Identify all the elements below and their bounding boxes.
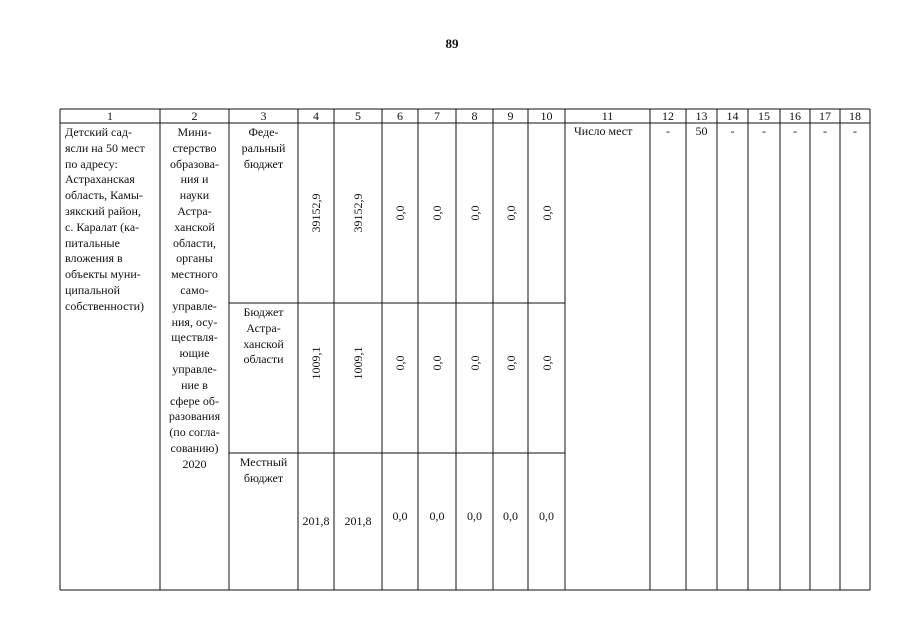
budget-value: 0,0 [503,509,518,523]
executor-line: Мини- [177,125,212,139]
executor-line: области, [172,235,217,250]
funding-source-line: Астра- [246,320,281,335]
budget-value: 0,0 [539,205,554,221]
indicator-value: 50 [695,124,708,138]
executor-line: управле- [172,362,217,376]
indicator-name: Число мест [574,124,633,138]
budget-value: 39152,9 [309,193,323,233]
executor-line: ния и [180,172,209,187]
object-description-line: по адресу: [65,156,118,171]
object-description-line: зякский район, [65,204,141,218]
budget-value: 0,0 [392,509,408,523]
executor-line: ния, осу- [171,314,218,329]
budget-value: 0,0 [503,355,518,371]
executor-line: науки [179,188,210,203]
budget-value: 39152,9 [351,193,365,233]
indicator-value: - [823,124,827,138]
executor-line: 2020 [182,456,207,471]
object-description-line: ясли на 50 мест [65,140,145,155]
indicator-value: - [793,124,797,138]
budget-value: 0,0 [503,205,518,221]
funding-source-line: бюджет [243,156,284,171]
column-header: 13 [695,109,708,123]
funding-source-line: Местный [239,455,288,469]
executor-line: органы [176,251,213,266]
executor-line: сфере об- [169,393,219,408]
funding-source-line: бюджет [243,470,284,485]
budget-value: 0,0 [467,509,482,523]
budget-value: 201,8 [302,514,330,528]
column-header: 3 [260,109,267,123]
budget-value: 0,0 [467,205,482,221]
object-description-line: Детский сад- [65,125,132,139]
executor-line: Астра- [177,204,212,218]
object-description-line: питальные [65,235,120,250]
indicator-value: - [730,124,735,138]
executor-line: само- [180,283,209,297]
budget-value: 0,0 [539,355,554,371]
object-description-line: область, Камы- [65,188,143,203]
executor-line: местного [171,267,218,282]
column-header: 16 [789,109,801,123]
budget-value: 201,8 [344,514,372,528]
column-header: 9 [507,109,514,123]
indicator-value: - [666,124,670,138]
executor-line: ществля- [171,330,218,345]
funding-source-line: Бюджет [243,305,284,319]
object-description-line: с. Каралат (ка- [65,219,140,234]
column-header: 10 [540,109,553,123]
budget-value: 0,0 [393,355,407,371]
executor-line: ние в [181,377,208,392]
column-header: 4 [313,109,319,123]
budget-value: 0,0 [430,355,444,371]
indicator-value: - [762,124,766,138]
budget-value: 0,0 [393,205,407,221]
column-header: 6 [397,109,403,123]
indicator-value: - [853,124,857,138]
executor-line: (по согла- [169,425,220,440]
executor-line: ющие [179,346,210,361]
executor-line: ханской [174,219,215,234]
budget-value: 1009,1 [351,346,365,380]
funding-source-line: области [243,352,284,367]
executor-line: сованию) [170,441,219,455]
funding-source-line: Феде- [248,125,279,139]
budget-value: 0,0 [430,205,444,221]
column-header: 11 [601,109,614,123]
executor-line: стерство [172,140,217,155]
budget-value: 1009,1 [309,346,323,380]
column-header: 8 [471,109,478,123]
column-header: 12 [662,109,674,123]
budget-value: 0,0 [429,509,445,523]
object-description-line: собственности) [65,298,145,313]
object-description-line: ципальной [65,283,121,297]
column-header: 15 [758,109,770,123]
executor-line: образова- [170,156,219,171]
column-header: 17 [819,109,831,123]
object-description-line: Астраханская [65,172,135,187]
funding-source-line: ральный [241,140,286,155]
column-header: 14 [726,109,739,123]
executor-line: разования [168,409,221,424]
column-header: 1 [107,109,113,123]
column-header: 18 [849,109,861,123]
budget-value: 0,0 [467,355,482,371]
page-number: 89 [445,36,459,51]
executor-line: управле- [172,298,217,313]
object-description-line: объекты муни- [65,267,141,282]
object-description-line: вложения в [65,251,123,266]
column-header: 5 [355,109,361,123]
column-header: 7 [434,109,440,123]
funding-source-line: ханской [243,336,284,351]
budget-value: 0,0 [539,509,554,523]
column-header: 2 [191,109,198,123]
